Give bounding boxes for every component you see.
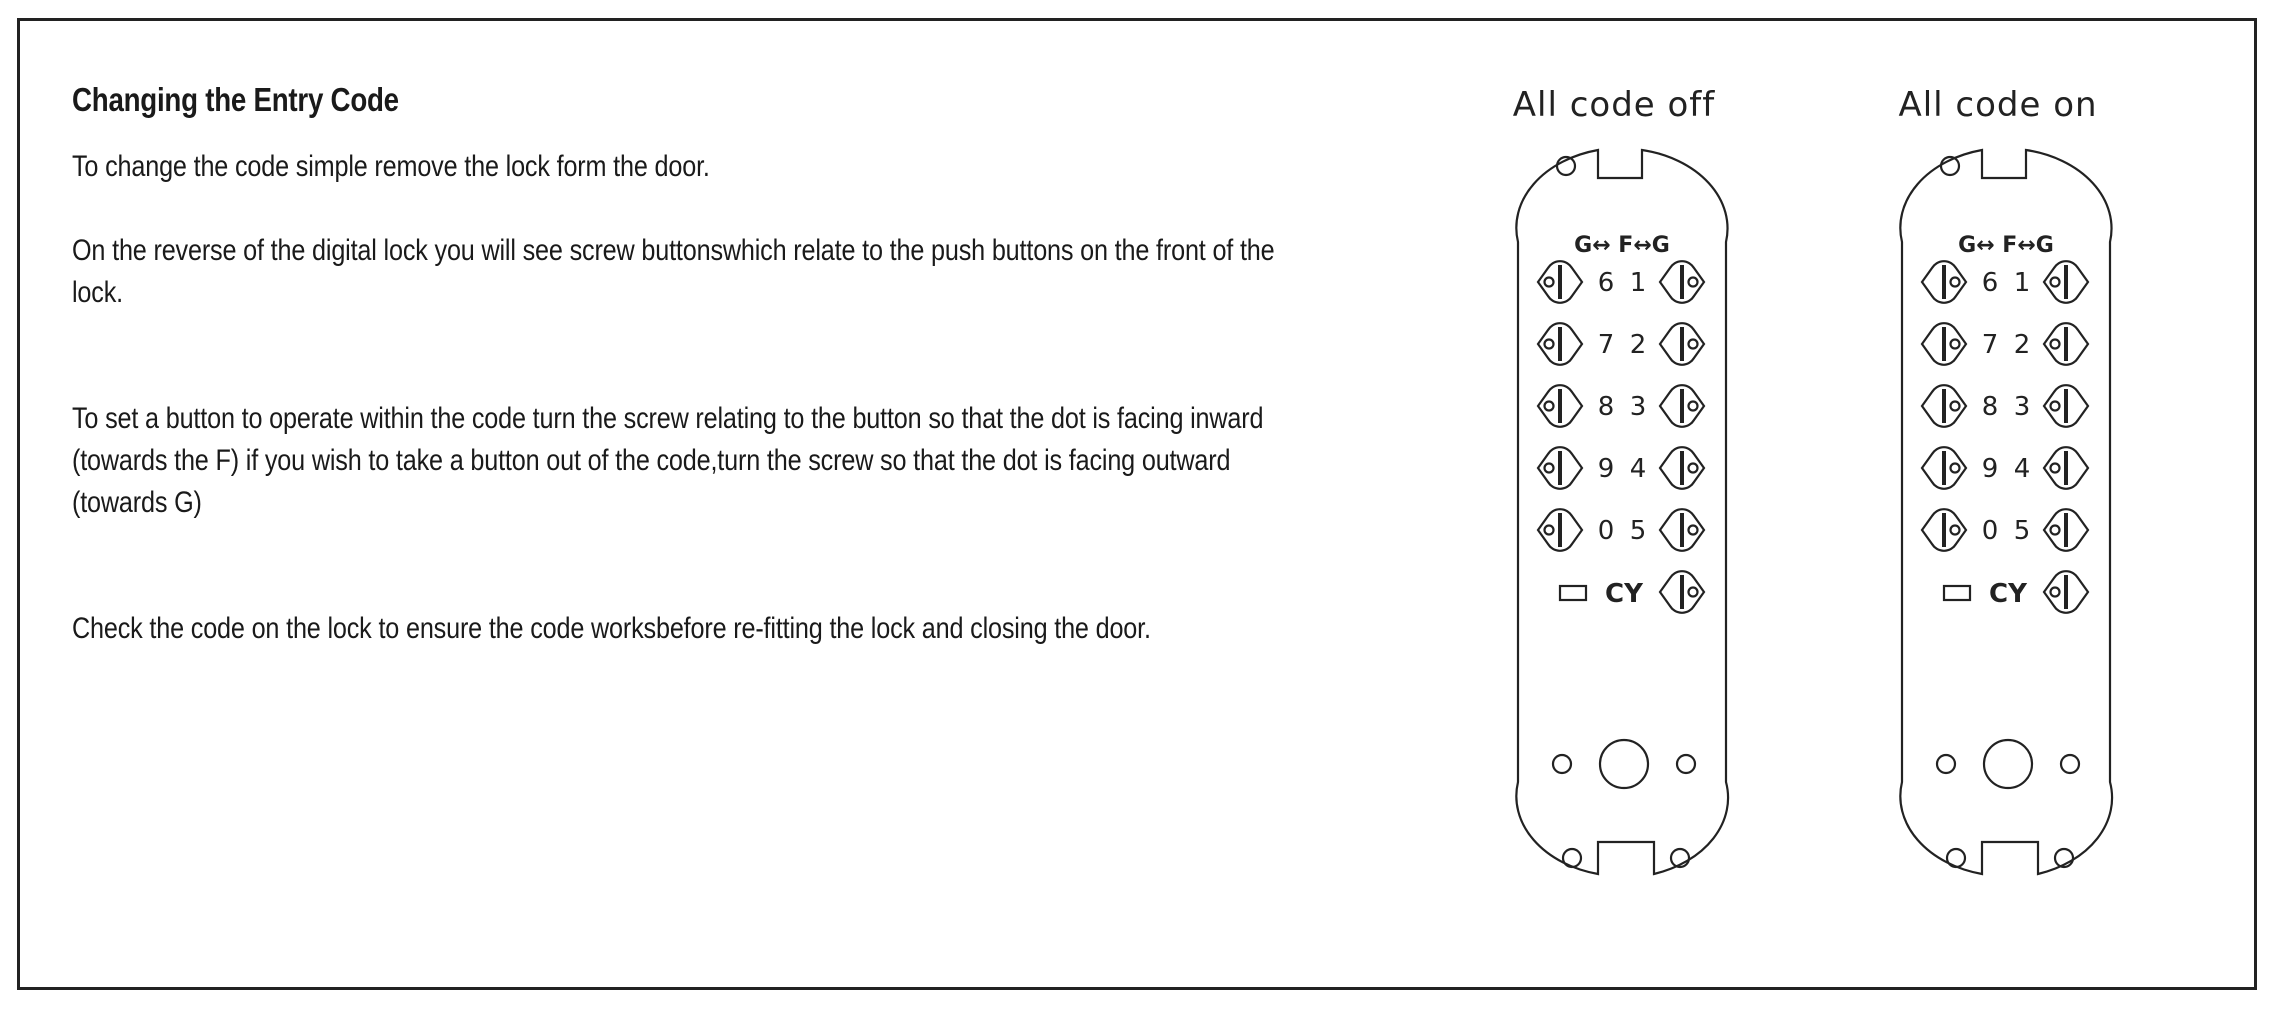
mounting-hole — [2061, 755, 2079, 773]
screw-dot — [2051, 340, 2060, 349]
lock-plate-outline — [1516, 150, 1728, 874]
diagram-caption: All code off — [1512, 85, 1716, 125]
paragraph-screw-buttons: On the reverse of the digital lock you will see screw buttonswhich relate to the push buttons on the front of the lock. — [72, 234, 1275, 309]
screw-icon — [1538, 447, 1582, 489]
screw-dot — [1545, 402, 1554, 411]
button-digit-label: 2 — [2013, 330, 2031, 360]
screw-dot — [1951, 464, 1960, 473]
button-digit-label: 0 — [1981, 516, 1999, 546]
cylinder-hole — [1600, 740, 1648, 788]
screw-dot — [2051, 588, 2060, 597]
screw-icon — [1538, 323, 1582, 365]
screw-dot — [2051, 464, 2060, 473]
button-digit-label: 2 — [1629, 330, 1647, 360]
direction-label: G↔ F↔G — [1958, 233, 2054, 258]
screw-dot — [1689, 526, 1698, 535]
lock-plate-outline — [1900, 150, 2112, 874]
section-title: Changing the Entry Code — [72, 81, 399, 118]
diagram-caption: All code on — [1898, 85, 2098, 125]
screw-icon — [1922, 385, 1966, 427]
button-digit-label: 0 — [1597, 516, 1615, 546]
mounting-hole — [1553, 755, 1571, 773]
screw-dot — [1545, 526, 1554, 535]
screw-icon — [1660, 447, 1704, 489]
lock-plate-drawing — [1514, 142, 1734, 882]
button-digit-label: 9 — [1597, 454, 1615, 484]
screw-dot — [1689, 340, 1698, 349]
button-digit-label: 7 — [1597, 330, 1615, 360]
button-digit-label: 4 — [1629, 454, 1647, 484]
cy-indicator — [1944, 586, 1970, 600]
screw-dot — [1545, 340, 1554, 349]
button-digit-label: 1 — [1629, 268, 1647, 298]
screw-icon — [2044, 323, 2088, 365]
mounting-hole — [1563, 849, 1581, 867]
cy-label: CY — [1989, 579, 2027, 609]
screw-icon — [1922, 447, 1966, 489]
mounting-hole — [1947, 849, 1965, 867]
screw-icon — [1538, 509, 1582, 551]
mounting-hole — [1937, 755, 1955, 773]
lock-plate-drawing — [1898, 142, 2118, 882]
button-digit-label: 9 — [1981, 454, 1999, 484]
screw-dot — [1545, 278, 1554, 287]
screw-dot — [1689, 278, 1698, 287]
button-digit-label: 3 — [2013, 392, 2031, 422]
cylinder-hole — [1984, 740, 2032, 788]
screw-icon — [1922, 509, 1966, 551]
screw-icon — [1660, 323, 1704, 365]
cy-label: CY — [1605, 579, 1643, 609]
button-digit-label: 5 — [2013, 516, 2031, 546]
screw-dot — [1689, 588, 1698, 597]
screw-dot — [1545, 464, 1554, 473]
button-digit-label: 6 — [1981, 268, 1999, 298]
button-digit-label: 3 — [1629, 392, 1647, 422]
paragraph-remove-lock: To change the code simple remove the lock form the door. — [72, 150, 710, 183]
screw-dot — [1951, 278, 1960, 287]
paragraph-check-code: Check the code on the lock to ensure the code worksbefore re-fitting the lock and closing the door. — [72, 612, 1151, 645]
screw-icon — [2044, 447, 2088, 489]
screw-icon — [2044, 261, 2088, 303]
screw-icon — [1538, 385, 1582, 427]
paragraph-set-button: To set a button to operate within the code turn the screw relating to the button so that the dot is facing inward (towards the F) if you wish to take a button out of the code,turn the screw so that the dot is facing outward (towards G) — [72, 402, 1264, 519]
button-digit-label: 5 — [1629, 516, 1647, 546]
button-digit-label: 8 — [1597, 392, 1615, 422]
screw-icon — [1922, 261, 1966, 303]
screw-dot — [1689, 402, 1698, 411]
screw-icon — [2044, 385, 2088, 427]
button-digit-label: 1 — [2013, 268, 2031, 298]
instructions-section — [72, 78, 1275, 650]
screw-icon — [2044, 509, 2088, 551]
screw-icon — [1660, 261, 1704, 303]
screw-dot — [1689, 464, 1698, 473]
screw-dot — [2051, 402, 2060, 411]
screw-icon — [1922, 323, 1966, 365]
button-digit-label: 7 — [1981, 330, 1999, 360]
screw-icon — [1660, 509, 1704, 551]
screw-dot — [1951, 526, 1960, 535]
screw-icon — [2044, 571, 2088, 613]
screw-dot — [1951, 340, 1960, 349]
screw-icon — [1660, 385, 1704, 427]
lock-diagram-code-off — [1484, 80, 1744, 882]
screw-dot — [1951, 402, 1960, 411]
mounting-hole — [1677, 755, 1695, 773]
screw-dot — [2051, 278, 2060, 287]
lock-diagram-code-on — [1868, 80, 2128, 882]
cy-indicator — [1560, 586, 1586, 600]
screw-icon — [1660, 571, 1704, 613]
button-digit-label: 6 — [1597, 268, 1615, 298]
direction-label: G↔ F↔G — [1574, 233, 1670, 258]
button-digit-label: 4 — [2013, 454, 2031, 484]
button-digit-label: 8 — [1981, 392, 1999, 422]
screw-dot — [2051, 526, 2060, 535]
screw-icon — [1538, 261, 1582, 303]
